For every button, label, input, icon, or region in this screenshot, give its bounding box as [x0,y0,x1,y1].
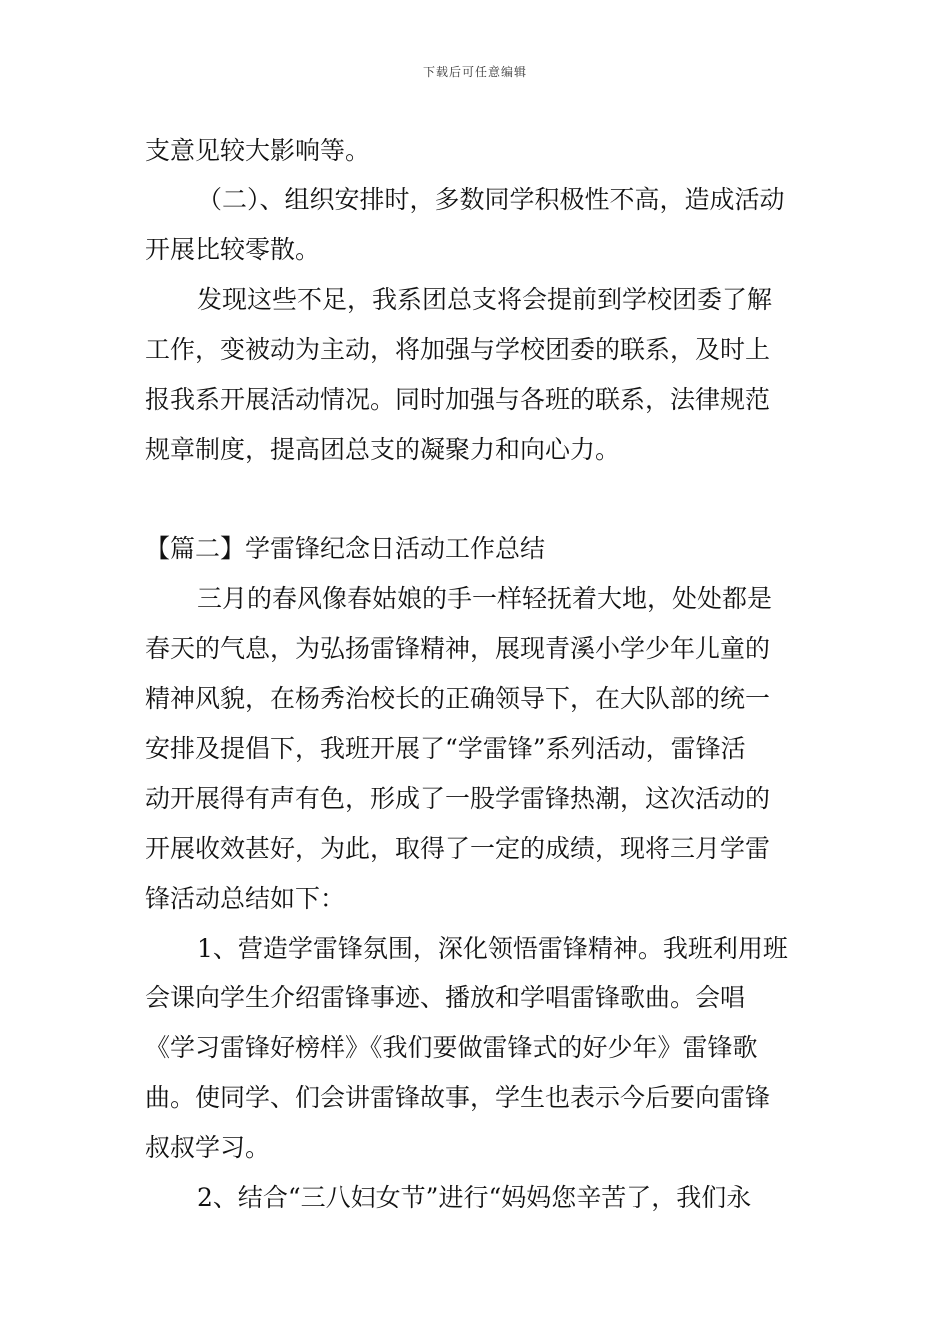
text-line: 叔叔学习。 [145,1133,271,1162]
text-line: 春天的气息，为弘扬雷锋精神，展现青溪小学少年儿童的 [145,634,771,663]
text-line: 安排及提倡下，我班开展了“学雷锋”系列活动，雷锋活 [145,734,746,763]
text-line: 精神风貌，在杨秀治校长的正确领导下，在大队部的统一 [145,684,771,713]
text-line: 锋活动总结如下： [145,884,346,913]
text-line: （二）、组织安排时，多数同学积极性不高，造成活动 [197,185,785,214]
text-line: 三月的春风像春姑娘的手一样轻抚着大地，处处都是 [197,584,773,613]
text-line: 支意见较大影响等。 [145,136,371,165]
text-line: 开展收效甚好，为此，取得了一定的成绩，现将三月学雷 [145,834,771,863]
text-line: 工作，变被动为主动，将加强与学校团委的联系，及时上 [145,335,771,364]
text-line: 2、结合“三八妇女节”进行“妈妈您辛苦了，我们永 [197,1183,752,1212]
text-line: 开展比较零散。 [145,235,321,264]
section-heading: 【篇二】学雷锋纪念日活动工作总结 [145,534,546,563]
text-line: 会课向学生介绍雷锋事迹、播放和学唱雷锋歌曲。会唱 [145,983,746,1012]
text-line: 1、营造学雷锋氛围，深化领悟雷锋精神。我班利用班 [197,934,788,963]
text-line: 《学习雷锋好榜样》《我们要做雷锋式的好少年》雷锋歌 [145,1033,758,1062]
text-line: 动开展得有声有色，形成了一股学雷锋热潮，这次活动的 [145,784,771,813]
text-line: 报我系开展活动情况。同时加强与各班的联系，法律规范 [145,385,771,414]
text-line: 曲。使同学、们会讲雷锋故事，学生也表示今后要向雷锋 [145,1083,771,1112]
text-line: 发现这些不足，我系团总支将会提前到学校团委了解 [197,285,773,314]
text-line: 规章制度，提高团总支的凝聚力和向心力。 [145,435,621,464]
header-note: 下载后可任意编辑 [422,65,527,79]
